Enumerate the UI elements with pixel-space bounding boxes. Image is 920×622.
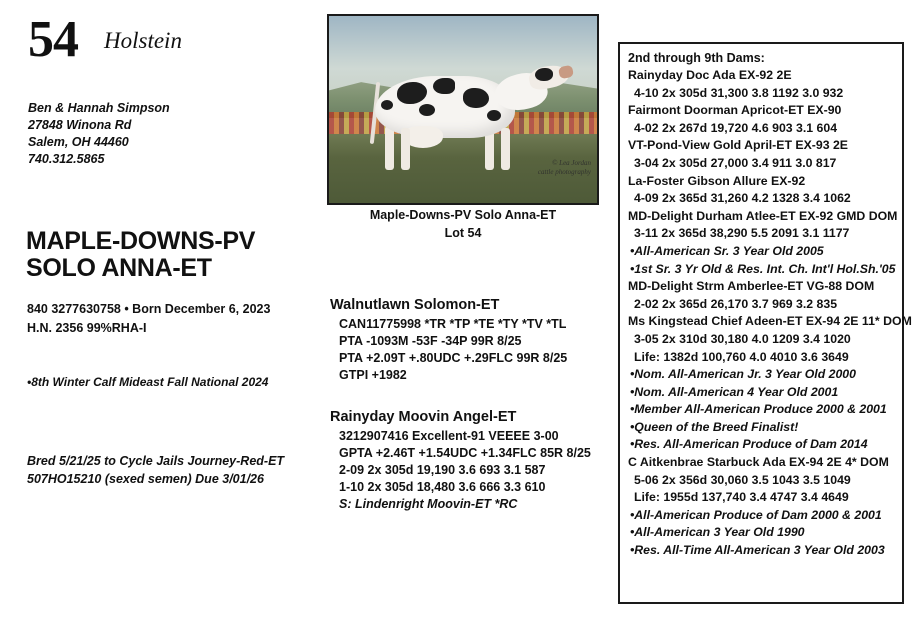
cow-spot xyxy=(535,68,553,81)
dam-award-note: •Nom. All-American 4 Year Old 2001 xyxy=(630,384,839,399)
photo-credit xyxy=(538,159,591,177)
dam-production-record: Life: 1382d 100,760 4.0 4010 3.6 3649 xyxy=(634,349,849,364)
sire-detail-line: PTA +2.09T +.80UDC +.29FLC 99R 8/25 xyxy=(339,351,568,365)
breeding-note xyxy=(27,452,327,488)
dam-production-record: Life: 1955d 137,740 3.4 4747 3.4 4649 xyxy=(634,490,849,505)
dam-production-record: 4-02 2x 267d 19,720 4.6 903 3.1 604 xyxy=(634,120,838,135)
dam-ancestor-name: La-Foster Gibson Allure EX-92 xyxy=(628,173,806,188)
dam-ancestor-name: MD-Delight Strm Amberlee-ET VG-88 DOM xyxy=(628,279,875,294)
lot-number: 54 xyxy=(28,11,78,68)
dam-award-note: •All-American 3 Year Old 1990 xyxy=(630,525,805,540)
dam-award-note: •1st Sr. 3 Yr Old & Res. Int. Ch. Int'l Hol.Sh.'05 xyxy=(630,261,896,276)
consignor-phone: 740.312.5865 xyxy=(28,152,105,166)
cow-spot xyxy=(487,110,501,121)
consignor-street: 27848 Winona Rd xyxy=(28,118,132,132)
dams-box-title: 2nd through 9th Dams: xyxy=(628,51,765,65)
sire-detail-line: GTPI +1982 xyxy=(339,368,407,382)
dam-ancestor-name: Rainyday Doc Ada EX-92 2E xyxy=(628,68,792,82)
dam-ancestor-name: Ms Kingstead Chief Adeen-ET EX-94 2E 11* DOM xyxy=(628,314,912,329)
dam-detail-line: 2-09 2x 305d 19,190 3.6 693 3.1 587 xyxy=(339,463,546,477)
breed-name: Holstein xyxy=(104,28,182,53)
dam-production-record: 4-09 2x 365d 31,260 4.2 1328 3.4 1062 xyxy=(634,191,851,206)
ancestor-dams-box xyxy=(618,42,912,604)
dam-detail-line: 3212907416 Excellent-91 VEEEE 3-00 xyxy=(339,429,559,443)
dam-award-note: •All-American Produce of Dam 2000 & 2001 xyxy=(630,507,882,522)
dam-ancestor-name: MD-Delight Durham Atlee-ET EX-92 GMD DOM xyxy=(628,208,898,223)
dam-award-note: •Member All-American Produce 2000 & 2001 xyxy=(630,402,887,417)
consignor-block xyxy=(28,100,278,168)
photo-lot-caption: Lot 54 xyxy=(444,226,482,240)
holstein-cow-figure xyxy=(367,64,563,170)
breeding-note-line-2: 507HO15210 (sexed semen) Due 3/01/26 xyxy=(27,472,264,486)
show-award: •8th Winter Calf Mideast Fall National 2024 xyxy=(27,375,269,389)
cow-rear-leg-near xyxy=(401,128,410,170)
dam-ancestor-name: C Aitkenbrae Starbuck Ada EX-94 2E 4* DOM xyxy=(628,455,889,470)
dam-ancestor-name: Fairmont Doorman Apricot-ET EX-90 xyxy=(628,103,842,118)
consignor-name: Ben & Hannah Simpson xyxy=(28,101,170,115)
breeding-note-line-1: Bred 5/21/25 to Cycle Jails Journey-Red-ET xyxy=(27,454,285,468)
cow-spot xyxy=(381,100,393,110)
sire-detail-line: CAN11775998 *TR *TP *TE *TY *TV *TL xyxy=(339,317,567,331)
dam-service-sire: S: Lindenright Moovin-ET *RC xyxy=(339,497,518,511)
registration-number-and-birth: 840 3277630758 • Born December 6, 2023 xyxy=(27,302,271,316)
photo-credit-line-1: © Lea Jordan xyxy=(552,159,591,167)
dam-name: Rainyday Moovin Angel-ET xyxy=(330,409,517,425)
photo-caption: Maple-Downs-PV Solo Anna-ET xyxy=(369,208,557,222)
dam-detail-line: 1-10 2x 305d 18,480 3.6 666 3.3 610 xyxy=(339,480,546,494)
dam-production-record: 3-04 2x 305d 27,000 3.4 911 3.0 817 xyxy=(634,155,837,170)
dams-list xyxy=(628,67,912,560)
cow-spot xyxy=(433,78,455,94)
dam-award-note: •Res. All-Time All-American 3 Year Old 2003 xyxy=(630,543,885,558)
sire-detail-line: PTA -1093M -53F -34P 99R 8/25 xyxy=(339,334,522,348)
dam-award-note: •Res. All-American Produce of Dam 2014 xyxy=(630,437,868,452)
animal-photo xyxy=(327,14,599,205)
cow-spot xyxy=(463,88,489,108)
dam-detail-line: GPTA +2.46T +1.54UDC +1.34FLC 85R 8/25 xyxy=(339,446,591,460)
dam-award-note: •Queen of the Breed Finalist! xyxy=(630,419,799,434)
animal-name-line-1: MAPLE-DOWNS-PV xyxy=(26,227,256,255)
sire-block xyxy=(330,296,610,384)
registration-info xyxy=(27,300,317,338)
dam-production-record: 3-11 2x 365d 38,290 5.5 2091 3.1 1177 xyxy=(634,226,850,241)
dam-production-record: 2-02 2x 365d 26,170 3.7 969 3.2 835 xyxy=(634,296,838,311)
cow-rear-leg-far xyxy=(385,126,394,170)
photo-credit-line-2: cattle photography xyxy=(537,168,591,176)
dam-production-record: 3-05 2x 310d 30,180 4.0 1209 3.4 1020 xyxy=(634,331,851,346)
cow-front-leg-near xyxy=(501,128,510,170)
herd-number-line: H.N. 2356 99%RHA-I xyxy=(27,321,147,335)
consignor-city-state: Salem, OH 44460 xyxy=(28,135,129,149)
dam-production-record: 5-06 2x 356d 30,060 3.5 1043 3.5 1049 xyxy=(634,472,851,487)
dam-block xyxy=(330,408,620,513)
dam-ancestor-name: VT-Pond-View Gold April-ET EX-93 2E xyxy=(628,138,849,153)
dam-award-note: •All-American Sr. 3 Year Old 2005 xyxy=(630,243,824,258)
cow-spot xyxy=(419,104,435,116)
animal-name-line-2: SOLO ANNA-ET xyxy=(26,254,212,282)
sire-name: Walnutlawn Solomon-ET xyxy=(330,297,500,313)
dam-production-record: 4-10 2x 305d 31,300 3.8 1192 3.0 932 xyxy=(634,85,844,100)
animal-name xyxy=(26,228,316,282)
dam-award-note: •Nom. All-American Jr. 3 Year Old 2000 xyxy=(630,367,856,382)
